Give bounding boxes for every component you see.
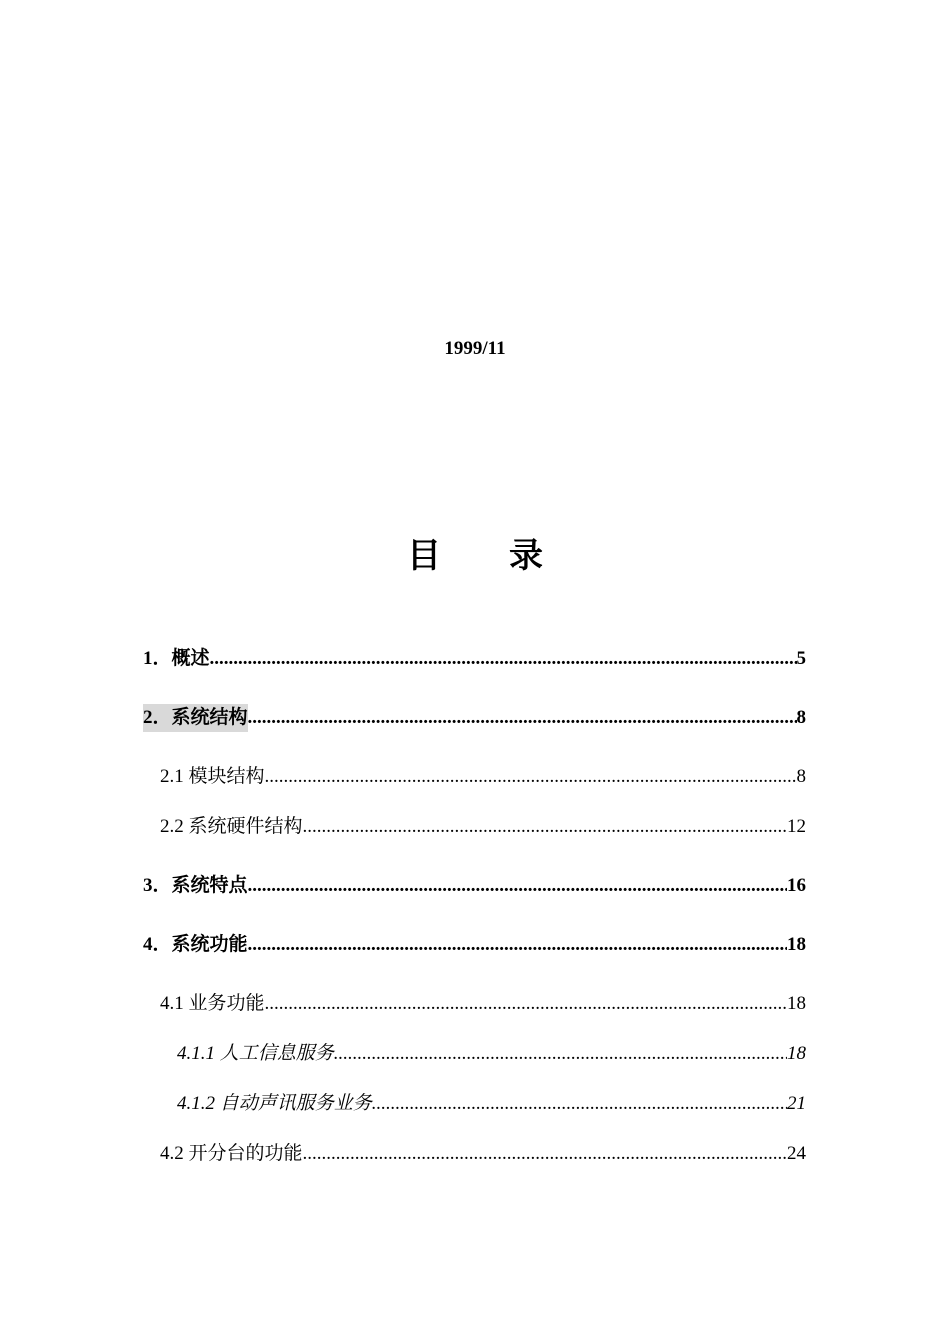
toc-leader-dots	[210, 645, 797, 673]
toc-leader-dots	[303, 813, 787, 841]
toc-entry-label: 4.1.1 人工信息服务	[177, 1043, 334, 1064]
toc-entry-4-1[interactable]	[160, 990, 806, 1018]
toc-title-char-2: 录	[509, 538, 543, 575]
toc-entry-page: 16	[787, 875, 806, 896]
document-date: 1999/11	[444, 338, 506, 359]
toc-leader-dots	[248, 931, 787, 959]
toc-entry-page: 8	[796, 766, 806, 787]
toc-entry-label: 2.2 系统硬件结构	[160, 816, 303, 837]
toc-entry-2-1[interactable]	[160, 763, 806, 791]
toc-entry-4-1-1[interactable]	[177, 1040, 806, 1068]
toc-entry-page: 8	[796, 707, 806, 728]
toc-entry-label: 4.2 开分台的功能	[160, 1143, 303, 1164]
toc-leader-dots	[303, 1140, 787, 1168]
toc-entry-label: 4.1.2 自动声讯服务业务	[177, 1093, 372, 1114]
toc-entry-4[interactable]	[143, 931, 806, 959]
toc-entry-page: 21	[787, 1093, 806, 1114]
toc-entry-label: 4．系统功能	[143, 934, 248, 955]
toc-entry-label: 1．概述	[143, 648, 210, 669]
toc-leader-dots	[265, 763, 797, 791]
toc-title	[0, 528, 950, 577]
toc-leader-dots	[265, 990, 787, 1018]
toc-entry-label: 2.1 模块结构	[160, 766, 265, 787]
toc-leader-dots	[334, 1040, 787, 1068]
toc-leader-dots	[372, 1090, 787, 1118]
toc-entry-page: 5	[796, 648, 806, 669]
toc-entry-page: 18	[787, 993, 806, 1014]
toc-entry-page: 18	[787, 934, 806, 955]
toc-entry-1[interactable]	[143, 645, 806, 673]
toc-entry-4-2[interactable]	[160, 1140, 806, 1168]
toc-entry-3[interactable]	[143, 872, 806, 900]
toc-entry-label: 3．系统特点	[143, 875, 248, 896]
toc-leader-dots	[248, 704, 797, 732]
toc-entry-page: 18	[787, 1043, 806, 1064]
toc-title-char-1: 目	[407, 538, 441, 575]
toc-entry-2-2[interactable]	[160, 813, 806, 841]
toc-entry-label: 2．系统结构	[143, 704, 248, 732]
toc-entry-4-1-2[interactable]	[177, 1090, 806, 1118]
toc-leader-dots	[248, 872, 787, 900]
toc-entry-label: 4.1 业务功能	[160, 993, 265, 1014]
toc-entry-2[interactable]	[143, 704, 806, 732]
toc-entry-page: 24	[787, 1143, 806, 1164]
toc-entry-page: 12	[787, 816, 806, 837]
